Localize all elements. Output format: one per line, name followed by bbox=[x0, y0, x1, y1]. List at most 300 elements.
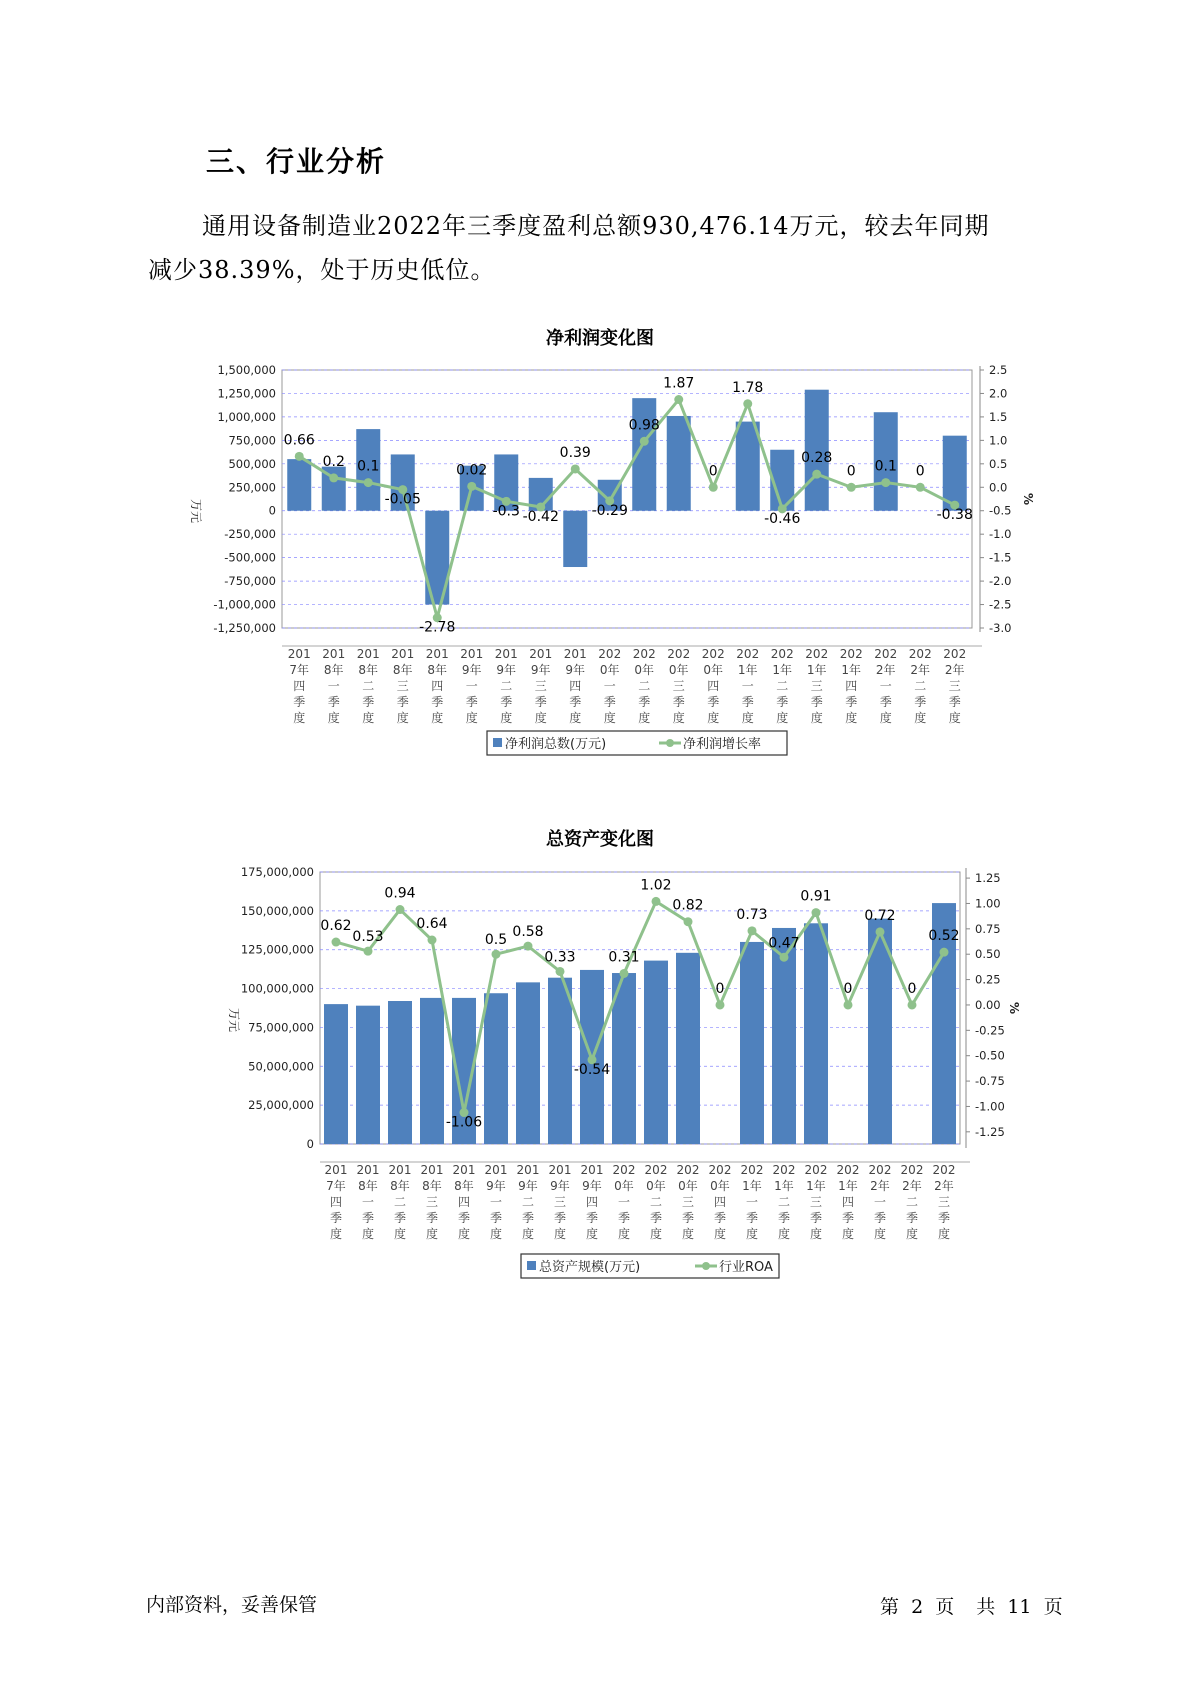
x-tick-label: 二 bbox=[393, 1195, 407, 1209]
x-tick-label: 一 bbox=[489, 1195, 503, 1209]
data-label: -0.54 bbox=[573, 1061, 611, 1078]
x-tick-label: 1年 bbox=[838, 1179, 858, 1193]
data-label: 0.2 bbox=[322, 453, 345, 470]
net-profit-chart bbox=[0, 360, 1191, 780]
x-tick-label: 1年 bbox=[841, 663, 862, 677]
x-tick-label: 二 bbox=[362, 679, 375, 693]
page-unit: 页 bbox=[935, 1596, 955, 1618]
x-tick-label: 度 bbox=[603, 711, 616, 725]
total-prefix: 共 bbox=[976, 1596, 996, 1618]
y-tick-label: 100,000,000 bbox=[240, 981, 314, 996]
x-tick-label: 度 bbox=[914, 711, 927, 725]
y-tick-label: 0 bbox=[306, 1137, 314, 1151]
y2-tick-label: -0.50 bbox=[975, 1048, 1005, 1063]
data-label: 0.62 bbox=[320, 918, 352, 935]
x-tick-label: 8年 bbox=[323, 663, 344, 677]
data-label: 0 bbox=[843, 980, 853, 997]
x-tick-label: 201 bbox=[324, 1163, 348, 1177]
data-label: 0 bbox=[915, 463, 925, 480]
x-tick-label: 度 bbox=[585, 1227, 599, 1241]
line-point bbox=[571, 464, 580, 473]
x-tick-label: 度 bbox=[425, 1227, 439, 1241]
x-tick-label: 季 bbox=[672, 695, 685, 709]
data-label: 0.82 bbox=[672, 897, 704, 914]
footer-page-info bbox=[880, 1592, 1069, 1619]
x-tick-label: 201 bbox=[356, 647, 380, 661]
x-tick-label: 1年 bbox=[737, 663, 758, 677]
y-tick-label: 1,250,000 bbox=[217, 386, 276, 401]
x-tick-label: 季 bbox=[845, 695, 858, 709]
x-tick-label: 季 bbox=[681, 1211, 695, 1225]
y-tick-label: 0 bbox=[268, 503, 276, 518]
x-tick-label: 二 bbox=[777, 1195, 791, 1209]
y-tick-label: -750,000 bbox=[224, 574, 276, 589]
y-tick-label: 250,000 bbox=[228, 480, 276, 495]
x-tick-label: 9年 bbox=[582, 1179, 602, 1193]
x-tick-label: 三 bbox=[681, 1195, 695, 1209]
data-label: 0 bbox=[708, 463, 718, 480]
x-tick-label: 三 bbox=[937, 1195, 951, 1209]
x-tick-label: 度 bbox=[873, 1227, 887, 1241]
x-tick-label: 三 bbox=[809, 1195, 823, 1209]
x-tick-label: 201 bbox=[563, 647, 587, 661]
x-tick-label: 度 bbox=[809, 1227, 823, 1241]
x-tick-label: 度 bbox=[534, 711, 547, 725]
x-tick-label: 201 bbox=[287, 647, 311, 661]
x-tick-label: 202 bbox=[708, 1163, 732, 1177]
bar bbox=[548, 978, 572, 1144]
line-point bbox=[620, 969, 629, 978]
line-point bbox=[812, 470, 821, 479]
data-label: 0.33 bbox=[544, 949, 576, 966]
x-tick-label: 度 bbox=[361, 1227, 375, 1241]
legend-line-label: 行业ROA bbox=[719, 1260, 773, 1275]
x-tick-label: 度 bbox=[948, 711, 961, 725]
x-tick-label: 202 bbox=[868, 1163, 892, 1177]
x-tick-label: 2年 bbox=[910, 663, 931, 677]
x-tick-label: 四 bbox=[457, 1195, 471, 1209]
x-tick-label: 度 bbox=[553, 1227, 567, 1241]
line-point bbox=[844, 1000, 853, 1009]
y2-tick-label: -0.5 bbox=[989, 503, 1012, 518]
x-tick-label: 202 bbox=[836, 1163, 860, 1177]
x-tick-label: 202 bbox=[874, 647, 898, 661]
x-tick-label: 202 bbox=[736, 647, 760, 661]
x-tick-label: 201 bbox=[460, 647, 484, 661]
total-unit: 页 bbox=[1043, 1596, 1063, 1618]
x-tick-label: 202 bbox=[612, 1163, 636, 1177]
x-tick-label: 0年 bbox=[703, 663, 724, 677]
data-label: 1.78 bbox=[732, 379, 764, 396]
x-tick-label: 7年 bbox=[289, 663, 310, 677]
bar bbox=[740, 942, 764, 1144]
y2-tick-label: 2.0 bbox=[989, 386, 1008, 401]
y2-tick-label: -3.0 bbox=[989, 621, 1012, 635]
total-pages: 11 bbox=[1007, 1596, 1032, 1618]
y-axis-title: 万元 bbox=[227, 1008, 241, 1033]
x-tick-label: 202 bbox=[701, 647, 725, 661]
x-tick-label: 季 bbox=[741, 695, 754, 709]
x-tick-label: 季 bbox=[638, 695, 651, 709]
x-tick-label: 季 bbox=[457, 1211, 471, 1225]
x-tick-label: 度 bbox=[327, 711, 340, 725]
x-tick-label: 8年 bbox=[454, 1179, 474, 1193]
x-tick-label: 季 bbox=[393, 1211, 407, 1225]
y-tick-label: 75,000,000 bbox=[248, 1020, 314, 1035]
line-point bbox=[640, 437, 649, 446]
x-tick-label: 201 bbox=[494, 647, 518, 661]
y-tick-label: 175,000,000 bbox=[240, 865, 314, 879]
x-tick-label: 四 bbox=[707, 679, 720, 693]
data-label: 0.64 bbox=[416, 916, 448, 932]
line-point bbox=[684, 917, 693, 926]
x-tick-label: 度 bbox=[810, 711, 823, 725]
x-tick-label: 9年 bbox=[550, 1179, 570, 1193]
line-point bbox=[492, 950, 501, 959]
x-tick-label: 季 bbox=[465, 695, 478, 709]
x-tick-label: 一 bbox=[741, 679, 754, 693]
data-label: 0 bbox=[846, 463, 856, 480]
chart-title-total-assets: 总资产变化图 bbox=[546, 829, 654, 850]
x-tick-label: 202 bbox=[598, 647, 622, 661]
x-tick-label: 202 bbox=[805, 647, 829, 661]
summary-line-1: 通用设备制造业2022年三季度盈利总额930,476.14万元，较去年同期 bbox=[202, 212, 990, 240]
x-tick-label: 8年 bbox=[390, 1179, 410, 1193]
x-tick-label: 季 bbox=[649, 1211, 663, 1225]
data-label: 0 bbox=[907, 980, 917, 997]
y2-tick-label: 0.00 bbox=[975, 997, 1001, 1012]
x-tick-label: 二 bbox=[914, 679, 927, 693]
x-tick-label: 0年 bbox=[668, 663, 689, 677]
x-tick-label: 季 bbox=[879, 695, 892, 709]
x-tick-label: 201 bbox=[529, 647, 553, 661]
x-tick-label: 季 bbox=[396, 695, 409, 709]
x-tick-label: 0年 bbox=[614, 1179, 634, 1193]
x-tick-label: 2年 bbox=[875, 663, 896, 677]
x-tick-label: 8年 bbox=[358, 663, 379, 677]
line-point bbox=[780, 953, 789, 962]
x-tick-label: 1年 bbox=[806, 1179, 826, 1193]
x-tick-label: 季 bbox=[617, 1211, 631, 1225]
x-tick-label: 二 bbox=[521, 1195, 535, 1209]
line-point bbox=[940, 948, 949, 957]
x-tick-label: 1年 bbox=[742, 1179, 762, 1193]
data-label: -0.46 bbox=[764, 510, 801, 527]
bar bbox=[388, 1001, 412, 1144]
x-tick-label: 度 bbox=[776, 711, 789, 725]
x-tick-label: 四 bbox=[841, 1195, 855, 1209]
line-point bbox=[709, 483, 718, 492]
x-tick-label: 7年 bbox=[326, 1179, 346, 1193]
data-label: -0.42 bbox=[522, 508, 559, 525]
x-tick-label: 201 bbox=[452, 1163, 476, 1177]
x-tick-label: 度 bbox=[457, 1227, 471, 1241]
x-tick-label: 度 bbox=[500, 711, 513, 725]
x-tick-label: 季 bbox=[553, 1211, 567, 1225]
bar bbox=[484, 993, 508, 1144]
line-point bbox=[467, 482, 476, 491]
x-tick-label: 2年 bbox=[934, 1179, 954, 1193]
x-tick-label: 季 bbox=[810, 695, 823, 709]
data-label: 0.28 bbox=[801, 450, 833, 467]
x-tick-label: 度 bbox=[329, 1227, 343, 1241]
chart-title-net-profit: 净利润变化图 bbox=[546, 328, 654, 349]
x-tick-label: 二 bbox=[638, 679, 651, 693]
data-label: 1.87 bbox=[663, 375, 695, 392]
y2-tick-label: 0.5 bbox=[989, 456, 1008, 471]
y2-tick-label: -1.0 bbox=[989, 527, 1012, 542]
x-tick-label: 一 bbox=[879, 679, 892, 693]
data-label: 0.94 bbox=[384, 885, 416, 902]
y2-tick-label: 2.5 bbox=[989, 363, 1008, 377]
x-tick-label: 度 bbox=[937, 1227, 951, 1241]
bar bbox=[324, 1004, 348, 1144]
data-label: 0.98 bbox=[628, 417, 660, 434]
line-point bbox=[916, 483, 925, 492]
x-tick-label: 季 bbox=[937, 1211, 951, 1225]
data-label: 0.72 bbox=[864, 907, 896, 924]
x-tick-label: 度 bbox=[845, 711, 858, 725]
x-tick-label: 202 bbox=[932, 1163, 956, 1177]
x-tick-label: 季 bbox=[569, 695, 582, 709]
x-tick-label: 季 bbox=[362, 695, 375, 709]
data-label: 0.73 bbox=[736, 906, 768, 923]
x-tick-label: 四 bbox=[293, 679, 306, 693]
bar bbox=[356, 1006, 380, 1144]
x-tick-label: 2年 bbox=[902, 1179, 922, 1193]
data-label: 0 bbox=[715, 980, 725, 997]
x-tick-label: 三 bbox=[534, 679, 547, 693]
x-tick-label: 9年 bbox=[530, 663, 551, 677]
y2-tick-label: -1.5 bbox=[989, 550, 1012, 565]
x-tick-label: 0年 bbox=[678, 1179, 698, 1193]
legend-bar-swatch bbox=[527, 1261, 536, 1270]
x-tick-label: 季 bbox=[713, 1211, 727, 1225]
x-tick-label: 度 bbox=[745, 1227, 759, 1241]
x-tick-label: 度 bbox=[905, 1227, 919, 1241]
data-label: 0.47 bbox=[768, 935, 800, 952]
bar bbox=[667, 416, 691, 511]
x-tick-label: 度 bbox=[713, 1227, 727, 1241]
line-point bbox=[428, 936, 437, 945]
x-tick-label: 三 bbox=[396, 679, 409, 693]
x-tick-label: 季 bbox=[603, 695, 616, 709]
x-tick-label: 1年 bbox=[772, 663, 793, 677]
x-tick-label: 度 bbox=[569, 711, 582, 725]
y2-tick-label: -1.25 bbox=[975, 1124, 1005, 1139]
x-tick-label: 季 bbox=[707, 695, 720, 709]
x-tick-label: 度 bbox=[672, 711, 685, 725]
x-tick-label: 季 bbox=[948, 695, 961, 709]
x-tick-label: 1年 bbox=[806, 663, 827, 677]
line-point bbox=[881, 478, 890, 487]
x-tick-label: 度 bbox=[393, 1227, 407, 1241]
x-tick-label: 202 bbox=[770, 647, 794, 661]
x-tick-label: 201 bbox=[484, 1163, 508, 1177]
section-heading: 三、行业分析 bbox=[206, 145, 387, 178]
x-tick-label: 202 bbox=[804, 1163, 828, 1177]
x-tick-label: 季 bbox=[841, 1211, 855, 1225]
x-tick-label: 二 bbox=[905, 1195, 919, 1209]
line-point bbox=[332, 938, 341, 947]
data-label: -1.06 bbox=[445, 1114, 483, 1131]
bar bbox=[736, 422, 760, 511]
legend-bar-swatch bbox=[493, 738, 502, 747]
y2-tick-label: -2.5 bbox=[989, 597, 1012, 612]
legend-line-marker bbox=[702, 1262, 710, 1270]
page-number: 2 bbox=[911, 1596, 924, 1618]
x-tick-label: 季 bbox=[293, 695, 306, 709]
data-label: -0.38 bbox=[936, 507, 973, 524]
x-tick-label: 201 bbox=[420, 1163, 444, 1177]
data-label: 0.39 bbox=[559, 444, 591, 461]
x-tick-label: 季 bbox=[809, 1211, 823, 1225]
x-tick-label: 202 bbox=[908, 647, 932, 661]
x-tick-label: 一 bbox=[873, 1195, 887, 1209]
line-point bbox=[847, 483, 856, 492]
x-tick-label: 度 bbox=[431, 711, 444, 725]
x-tick-label: 202 bbox=[943, 647, 967, 661]
x-tick-label: 一 bbox=[603, 679, 616, 693]
x-tick-label: 三 bbox=[553, 1195, 567, 1209]
line-point bbox=[812, 908, 821, 917]
x-tick-label: 四 bbox=[713, 1195, 727, 1209]
y-tick-label: 1,000,000 bbox=[217, 409, 276, 424]
x-tick-label: 季 bbox=[534, 695, 547, 709]
y2-tick-label: 0.0 bbox=[989, 480, 1008, 495]
x-tick-label: 季 bbox=[431, 695, 444, 709]
y2-axis-title: % bbox=[1007, 1002, 1021, 1015]
footer-confidential-note: 内部资料，妥善保管 bbox=[146, 1594, 318, 1616]
x-tick-label: 201 bbox=[548, 1163, 572, 1177]
line-point bbox=[295, 452, 304, 461]
x-tick-label: 0年 bbox=[710, 1179, 730, 1193]
x-tick-label: 季 bbox=[585, 1211, 599, 1225]
x-tick-label: 一 bbox=[361, 1195, 375, 1209]
x-tick-label: 一 bbox=[617, 1195, 631, 1209]
line-point bbox=[396, 905, 405, 914]
legend-bar-label: 净利润总数(万元) bbox=[505, 737, 607, 752]
x-tick-label: 季 bbox=[329, 1211, 343, 1225]
x-tick-label: 度 bbox=[777, 1227, 791, 1241]
y2-tick-label: -1.00 bbox=[975, 1099, 1005, 1114]
x-tick-label: 度 bbox=[681, 1227, 695, 1241]
x-tick-label: 度 bbox=[707, 711, 720, 725]
data-label: 0.52 bbox=[928, 928, 960, 945]
x-tick-label: 度 bbox=[521, 1227, 535, 1241]
line-point bbox=[329, 473, 338, 482]
x-tick-label: 201 bbox=[356, 1163, 380, 1177]
data-label: -2.78 bbox=[419, 619, 456, 636]
x-tick-label: 三 bbox=[810, 679, 823, 693]
y-tick-label: -500,000 bbox=[224, 550, 276, 565]
y-tick-label: 125,000,000 bbox=[240, 942, 314, 957]
x-tick-label: 季 bbox=[914, 695, 927, 709]
x-tick-label: 0年 bbox=[634, 663, 655, 677]
data-label: 0.31 bbox=[608, 949, 640, 966]
y2-tick-label: -0.75 bbox=[975, 1074, 1005, 1089]
line-point bbox=[652, 897, 661, 906]
bar bbox=[563, 511, 587, 567]
x-tick-label: 201 bbox=[580, 1163, 604, 1177]
x-tick-label: 8年 bbox=[422, 1179, 442, 1193]
x-tick-label: 2年 bbox=[944, 663, 965, 677]
data-label: 0.1 bbox=[874, 458, 897, 475]
data-label: 0.02 bbox=[456, 462, 488, 479]
x-tick-label: 四 bbox=[431, 679, 444, 693]
x-tick-label: 季 bbox=[425, 1211, 439, 1225]
x-tick-label: 季 bbox=[361, 1211, 375, 1225]
x-tick-label: 二 bbox=[776, 679, 789, 693]
bar bbox=[420, 998, 444, 1144]
y2-tick-label: 1.5 bbox=[989, 409, 1008, 424]
x-tick-label: 201 bbox=[516, 1163, 540, 1177]
x-tick-label: 一 bbox=[745, 1195, 759, 1209]
x-tick-label: 季 bbox=[500, 695, 513, 709]
x-tick-label: 202 bbox=[740, 1163, 764, 1177]
x-tick-label: 度 bbox=[879, 711, 892, 725]
y-tick-label: 50,000,000 bbox=[248, 1059, 314, 1074]
x-tick-label: 9年 bbox=[518, 1179, 538, 1193]
total-assets-chart bbox=[0, 860, 1191, 1280]
x-tick-label: 度 bbox=[617, 1227, 631, 1241]
x-tick-label: 0年 bbox=[599, 663, 620, 677]
y-tick-label: 750,000 bbox=[228, 433, 276, 448]
bar bbox=[804, 923, 828, 1144]
line-point bbox=[556, 967, 565, 976]
y-tick-label: -250,000 bbox=[224, 527, 276, 542]
x-tick-label: 8年 bbox=[427, 663, 448, 677]
x-tick-label: 度 bbox=[362, 711, 375, 725]
y-tick-label: 150,000,000 bbox=[240, 903, 314, 918]
x-tick-label: 201 bbox=[388, 1163, 412, 1177]
data-label: -0.05 bbox=[384, 491, 421, 508]
line-point bbox=[743, 399, 752, 408]
x-tick-label: 度 bbox=[489, 1227, 503, 1241]
x-tick-label: 度 bbox=[396, 711, 409, 725]
x-tick-label: 0年 bbox=[646, 1179, 666, 1193]
x-tick-label: 9年 bbox=[565, 663, 586, 677]
data-label: 0.66 bbox=[283, 432, 315, 449]
x-tick-label: 季 bbox=[745, 1211, 759, 1225]
data-label: 0.58 bbox=[512, 924, 544, 941]
x-tick-label: 202 bbox=[676, 1163, 700, 1177]
x-tick-label: 一 bbox=[465, 679, 478, 693]
legend-line-label: 净利润增长率 bbox=[683, 737, 762, 752]
x-tick-label: 一 bbox=[327, 679, 340, 693]
x-tick-label: 四 bbox=[585, 1195, 599, 1209]
x-tick-label: 201 bbox=[322, 647, 346, 661]
x-tick-label: 9年 bbox=[461, 663, 482, 677]
x-tick-label: 季 bbox=[905, 1211, 919, 1225]
line-point bbox=[876, 927, 885, 936]
x-tick-label: 201 bbox=[391, 647, 415, 661]
x-tick-label: 度 bbox=[638, 711, 651, 725]
line-point bbox=[364, 478, 373, 487]
data-label: -0.29 bbox=[591, 502, 628, 519]
y-tick-label: -1,000,000 bbox=[213, 597, 276, 612]
x-tick-label: 度 bbox=[841, 1227, 855, 1241]
data-label: 0.5 bbox=[484, 932, 508, 949]
x-tick-label: 三 bbox=[425, 1195, 439, 1209]
y2-tick-label: 1.0 bbox=[989, 433, 1008, 448]
y-tick-label: 25,000,000 bbox=[248, 1098, 314, 1113]
x-tick-label: 季 bbox=[327, 695, 340, 709]
legend-bar-label: 总资产规模(万元) bbox=[539, 1260, 641, 1275]
x-tick-label: 8年 bbox=[392, 663, 413, 677]
y2-tick-label: 0.50 bbox=[975, 947, 1001, 962]
x-tick-label: 三 bbox=[948, 679, 961, 693]
